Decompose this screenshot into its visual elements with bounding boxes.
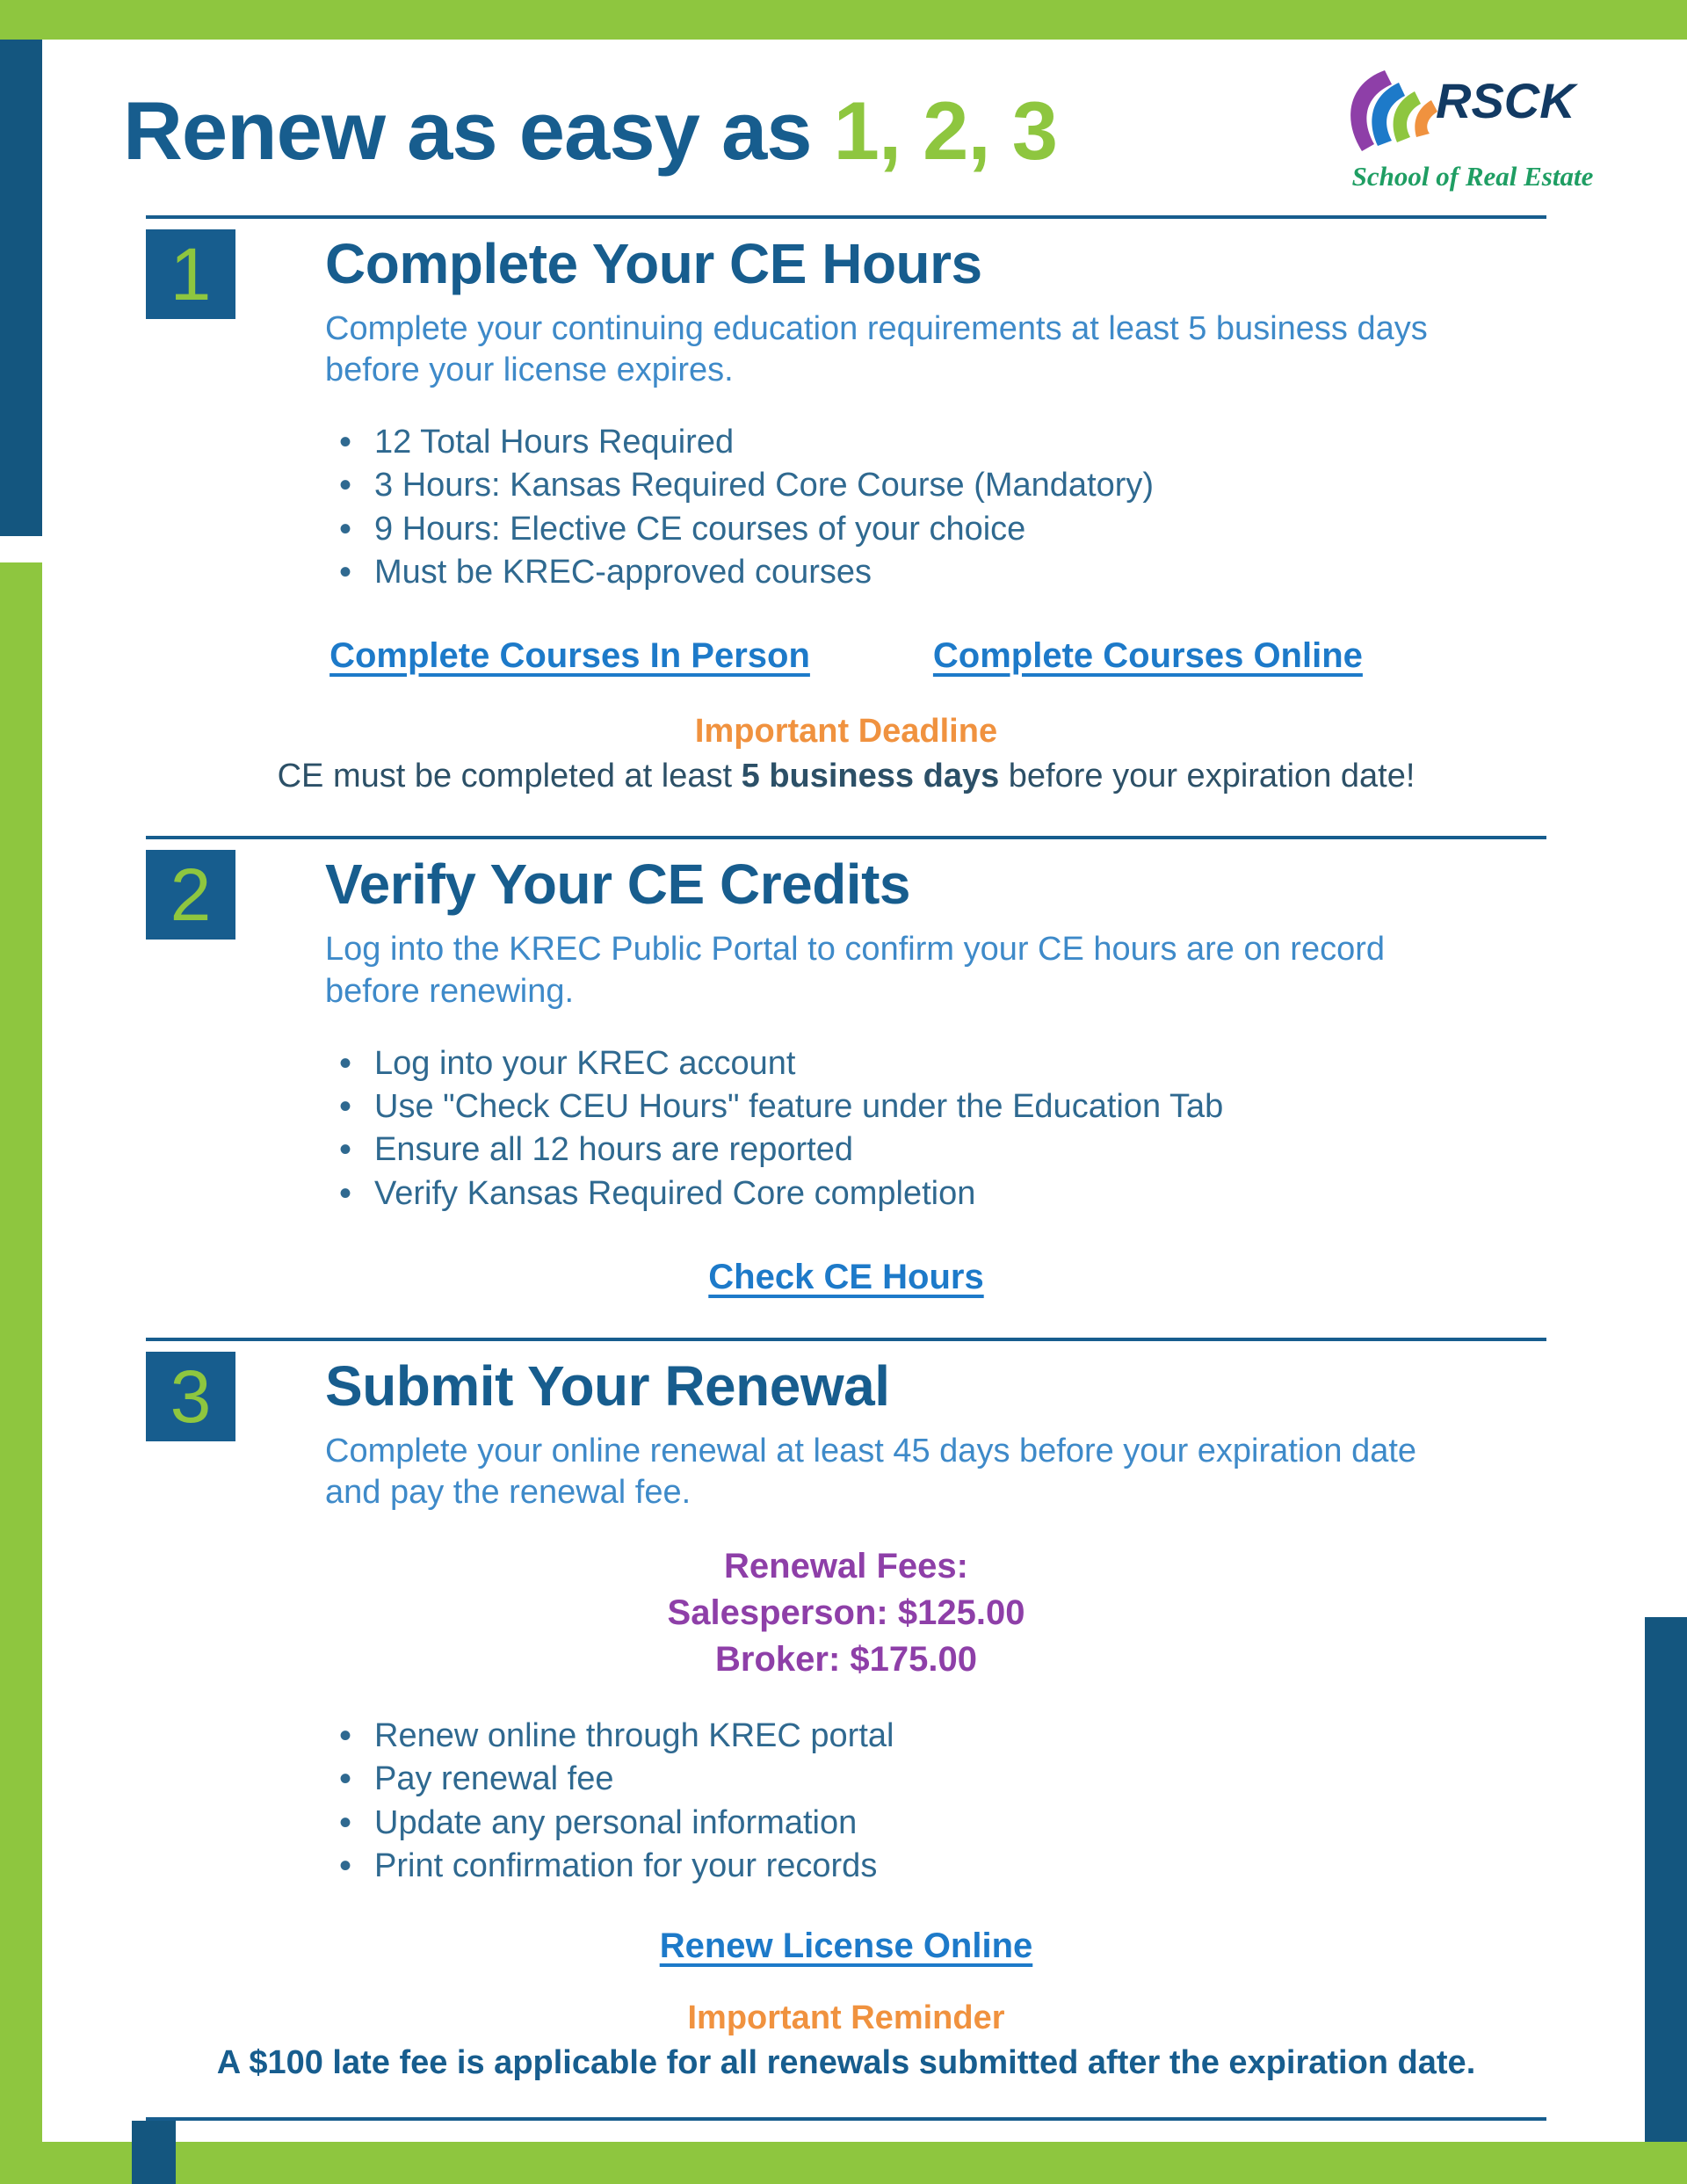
bullet-item: • Renew online through KREC portal [336, 1715, 1546, 1758]
section-3-content [325, 1341, 1546, 1513]
section-3-number-badge [146, 1352, 235, 1441]
rsck-logo-icon [1332, 63, 1613, 162]
section-3-row [146, 1341, 1546, 1513]
section-3-bullets-row [146, 1681, 1546, 1889]
deadline-text-bold: 5 business days [741, 758, 1000, 795]
bullet-item: • 3 Hours: Kansas Required Core Course (Mandatory) [336, 464, 1546, 507]
section-2-intro: Log into the KREC Public Portal to confirm your CE hours are on record before renewing. [325, 931, 1386, 1010]
bullet-item: • Print confirmation for your records [336, 1845, 1546, 1888]
important-reminder-title: Important Reminder [687, 1999, 1005, 2037]
section-2-heading: Verify Your CE Credits [325, 853, 910, 917]
bullet-item: • Use "Check CEU Hours" feature under the Education Tab [336, 1085, 1546, 1128]
section-2-links [146, 1258, 1546, 1297]
page-title-main: Renew as easy as [123, 84, 834, 177]
section-1-bullet-list [336, 421, 1546, 595]
section-1-row [146, 219, 1546, 595]
renewal-fees [146, 1545, 1546, 1680]
section-submit-renewal [146, 1338, 1546, 2082]
section-1-content [325, 219, 1546, 595]
deadline-text-pre: CE must be completed at least [277, 758, 742, 795]
link-check-ce-hours[interactable]: Check CE Hours [708, 1258, 984, 1297]
section-1-notice [146, 713, 1546, 795]
deadline-text-post: before your expiration date! [999, 758, 1415, 795]
logo-brand-text: RSCK [1436, 73, 1575, 128]
section-3-number: 3 [170, 1355, 212, 1439]
section-3-notice [146, 1999, 1546, 2082]
renewal-fees-title: Renewal Fees: [724, 1547, 968, 1586]
section-3-bullet-list [336, 1715, 1546, 1889]
bullet-item: • Update any personal information [336, 1802, 1546, 1845]
section-1-intro: Complete your continuing education requirements at least 5 business days before your license expires. [325, 309, 1428, 388]
link-complete-courses-online[interactable]: Complete Courses Online [932, 636, 1363, 676]
section-1-links [146, 636, 1546, 676]
section-complete-ce-hours [146, 215, 1546, 837]
important-deadline-title: Important Deadline [694, 713, 998, 751]
section-3-heading: Submit Your Renewal [325, 1354, 890, 1419]
bullet-item: • 9 Hours: Elective CE courses of your choice [336, 508, 1546, 551]
link-complete-courses-in-person[interactable]: Complete Courses In Person [329, 636, 810, 676]
spacer [146, 1297, 1546, 1338]
section-3-links [146, 1926, 1546, 1966]
section-1-number: 1 [170, 232, 212, 316]
renewal-fee-broker: Broker: $175.00 [715, 1640, 977, 1680]
section-1-heading: Complete Your CE Hours [325, 231, 982, 295]
logo-tagline: School of Real Estate [1351, 161, 1594, 192]
important-deadline-text [146, 758, 1546, 795]
bullet-item: • 12 Total Hours Required [336, 421, 1546, 464]
renewal-fee-salesperson: Salesperson: $125.00 [667, 1593, 1025, 1633]
brand-logo [1323, 63, 1622, 192]
bullet-item: • Pay renewal fee [336, 1758, 1546, 1801]
bullet-item: • Ensure all 12 hours are reported [336, 1128, 1546, 1172]
section-3-intro: Complete your online renewal at least 45 days before your expiration date and pay the renewal fee. [325, 1433, 1417, 1512]
section-1-number-badge [146, 229, 235, 319]
decor-bottom-left-blue-bar [132, 2121, 176, 2184]
bullet-item: • Must be KREC-approved courses [336, 551, 1546, 594]
bullet-item: • Log into your KREC account [336, 1042, 1546, 1085]
section-2-number: 2 [170, 853, 212, 937]
page-title-accent: 1, 2, 3 [833, 84, 1057, 177]
bottom-divider [146, 2117, 1546, 2121]
decor-bottom-green-bar [0, 2142, 1687, 2184]
section-3-bullets-wrap [325, 1681, 1546, 1889]
section-2-bullet-list [336, 1042, 1546, 1216]
header [123, 73, 1594, 192]
section-2-row [146, 839, 1546, 1215]
spacer [146, 795, 1546, 836]
spacer [146, 1681, 235, 1889]
section-2-content [325, 839, 1546, 1215]
section-verify-ce-credits [146, 836, 1546, 1338]
link-renew-license-online[interactable]: Renew License Online [659, 1926, 1033, 1966]
section-2-number-badge [146, 850, 235, 940]
bullet-item: • Verify Kansas Required Core completion [336, 1172, 1546, 1215]
late-fee-warning: A $100 late fee is applicable for all renewals submitted after the expiration date. [216, 2044, 1476, 2082]
